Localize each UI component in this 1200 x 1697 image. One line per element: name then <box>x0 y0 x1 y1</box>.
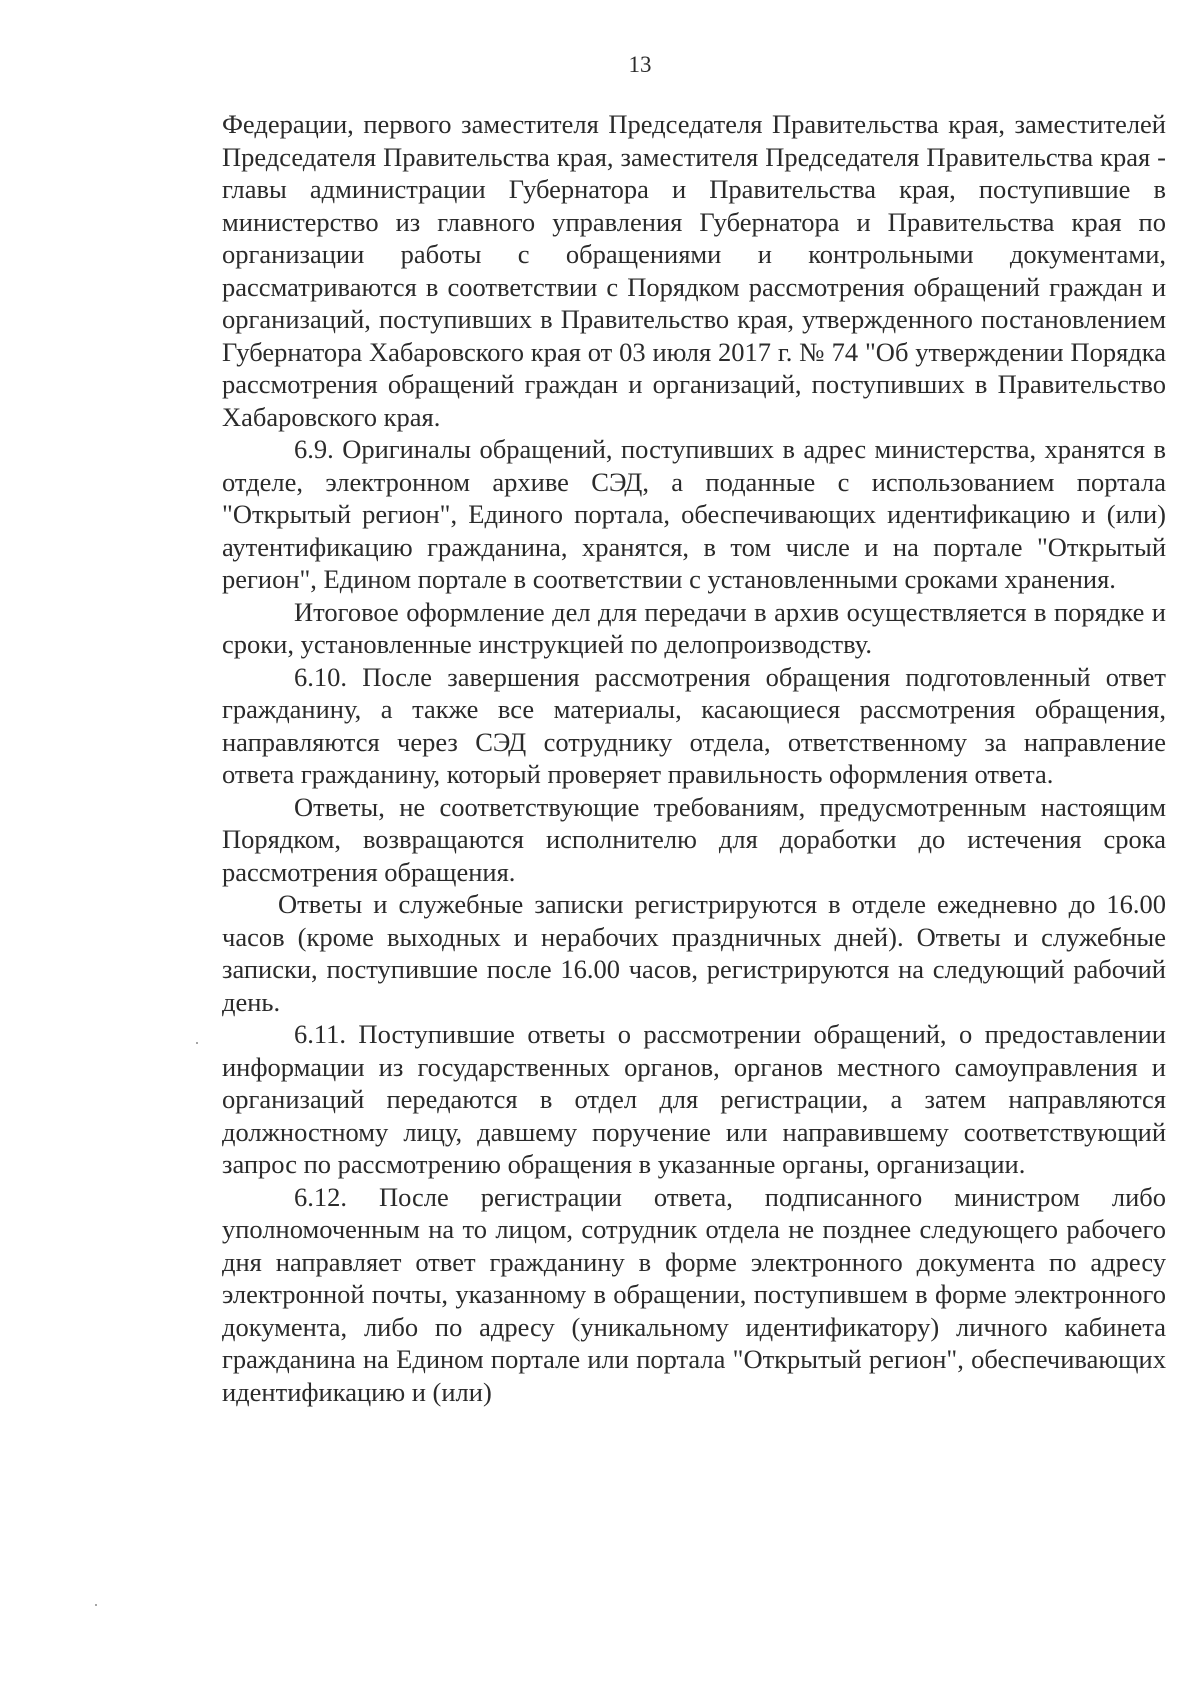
paragraph-archive: Итоговое оформление дел для передачи в архив осуществляется в порядке и сроки, установленные инструкцией по делопроизводству. <box>222 596 1166 659</box>
scan-speck <box>95 1604 97 1606</box>
paragraph-6-11: 6.11. Поступившие ответы о рассмотрении обращений, о предоставлении информации из государственных органов, органов местного самоуправления и организаций передаются в отдел для регистрации, а затем направляются должностному лицу, давшему поручение или направившему соответствующий запрос по рассмотрению обращения в указанные органы, организации. <box>222 1019 1166 1179</box>
paragraph-registration-time: Ответы и служебные записки регистрируются в отделе ежедневно до 16.00 часов (кроме выходных и нерабочих праздничных дней). Ответы и служебные записки, поступившие после 16.00 часов, регистрируются на следующий рабочий день. <box>222 889 1166 1017</box>
document-body <box>222 108 1166 1408</box>
paragraph-continuation: Федерации, первого заместителя Председателя Правительства края, заместителей Председателя Правительства края, заместителя Председателя Правительства края - главы администрации Губернатора и Правительства края, поступившие в министерство из главного управления Губернатора и Правительства края по организации работы с обращениями и контрольными документами, рассматриваются в соответствии с Порядком рассмотрения обращений граждан и организаций, поступивших в Правительство края, утвержденного постановлением Губернатора Хабаровского края от 03 июля 2017 г. № 74 "Об утверждении Порядка рассмотрения обращений граждан и организаций, поступивших в Правительство Хабаровского края. <box>222 109 1166 432</box>
paragraph-6-10: 6.10. После завершения рассмотрения обращения подготовленный ответ гражданину, а также все материалы, касающиеся рассмотрения обращения, направляются через СЭД сотруднику отдела, ответственному за направление ответа гражданину, который проверяет правильность оформления ответа. <box>222 661 1166 789</box>
paragraph-answers-rework: Ответы, не соответствующие требованиям, предусмотренным настоящим Порядком, возвращаются исполнителю для доработки до истечения срока рассмотрения обращения. <box>222 791 1166 887</box>
scan-speck <box>196 1042 198 1044</box>
paragraph-6-12: 6.12. После регистрации ответа, подписанного министром либо уполномоченным на то лицом, сотрудник отдела не позднее следующего рабочего дня направляет ответ гражданину в форме электронного документа по адресу электронной почты, указанному в обращении, поступившем в форме электронного документа, либо по адресу (уникальному идентификатору) личного кабинета гражданина на Едином портале или портала "Открытый регион", обеспечивающих идентификацию и (или) <box>222 1181 1166 1407</box>
page-number: 13 <box>628 52 652 77</box>
paragraph-6-9: 6.9. Оригиналы обращений, поступивших в адрес министерства, хранятся в отделе, электронном архиве СЭД, а поданные с использованием портала "Открытый регион", Единого портала, обеспечивающих идентификацию и (или) аутентификацию гражданина, хранятся, в том числе и на портале "Открытый регион", Едином портале в соответствии с установленными сроками хранения. <box>222 434 1166 594</box>
